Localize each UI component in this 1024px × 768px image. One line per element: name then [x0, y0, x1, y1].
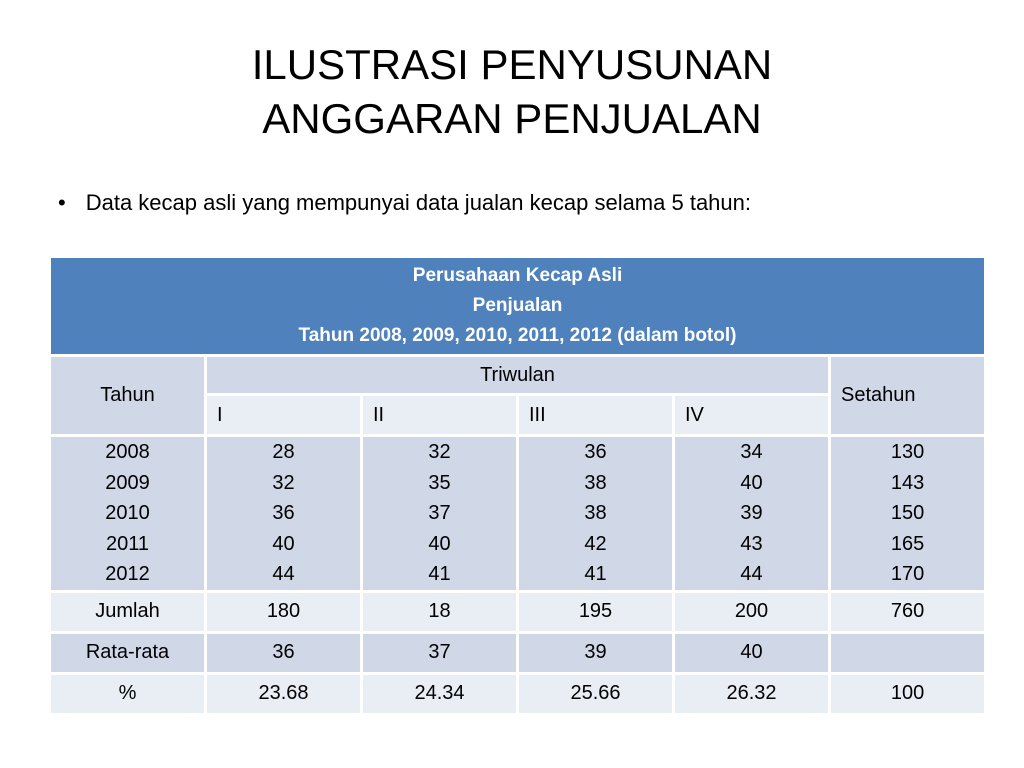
year-value: 2009: [105, 471, 150, 494]
q1-value: 44: [272, 563, 295, 585]
table-cell: [830, 632, 986, 673]
table-cell: 36: [206, 632, 362, 673]
table-cell: 40: [674, 632, 830, 673]
q1-value: 40: [272, 532, 295, 555]
table-row-rata: [50, 632, 986, 673]
table-cell: 200: [674, 591, 830, 632]
col-header-q1: I: [206, 395, 362, 436]
table-cell: 760: [830, 591, 986, 632]
table-row-years: [50, 436, 986, 592]
bullet-text: Data kecap asli yang mempunyai data jualan kecap selama 5 tahun:: [85, 190, 751, 215]
table-row-persen: [50, 673, 986, 714]
setahun-value: 165: [890, 532, 925, 555]
row-label-persen: %: [50, 673, 206, 714]
table-cell: 23.68: [206, 673, 362, 714]
slide-title-line-1: ILUSTRASI PENYUSUNAN: [251, 41, 773, 88]
q3-value: 42: [584, 532, 607, 555]
year-value: 2012: [105, 563, 150, 585]
q4-value: 39: [740, 502, 763, 524]
table-title-line-3: Tahun 2008, 2009, 2010, 2011, 2012 (dalam botol): [298, 325, 737, 346]
table-cell: 26.32: [674, 673, 830, 714]
q2-value: 40: [428, 532, 451, 555]
row-label-jumlah: Jumlah: [50, 591, 206, 632]
col-header-triwulan: Triwulan: [206, 356, 830, 395]
slide-title-line-2: ANGGARAN PENJUALAN: [262, 95, 762, 142]
bullet-item: [58, 188, 751, 218]
q3-value: 38: [584, 471, 607, 494]
col-header-q4: IV: [674, 395, 830, 436]
q3-value: 36: [584, 441, 607, 463]
table-title-line-1: Perusahaan Kecap Asli: [412, 265, 623, 286]
setahun-value: 130: [890, 441, 925, 463]
q4-value: 43: [740, 532, 763, 555]
table-cell: 18: [362, 591, 518, 632]
q4-value: 40: [740, 471, 763, 494]
col-header-q3: III: [518, 395, 674, 436]
q4-value: 44: [740, 563, 763, 585]
table-title-cell: [50, 257, 986, 356]
table-row-jumlah: [50, 591, 986, 632]
row-label-rata: Rata-rata: [50, 632, 206, 673]
table-cell: 25.66: [518, 673, 674, 714]
q1-value: 36: [272, 502, 295, 524]
col-header-tahun: Tahun: [50, 356, 206, 436]
sales-table: [48, 255, 987, 716]
table-cell: 39: [518, 632, 674, 673]
year-value: 2010: [105, 502, 150, 524]
q2-value: 41: [428, 563, 451, 585]
q4-value: 34: [740, 441, 763, 463]
table-cell: 37: [362, 632, 518, 673]
years-cell: [50, 436, 206, 592]
table-cell: 100: [830, 673, 986, 714]
q2-value: 32: [428, 441, 451, 463]
q1-value: 28: [272, 441, 295, 463]
setahun-value: 170: [890, 563, 925, 585]
setahun-value: 143: [890, 471, 925, 494]
q2-value: 35: [428, 471, 451, 494]
bullet-dot-icon: •: [58, 190, 66, 215]
table-cell: 24.34: [362, 673, 518, 714]
setahun-cell: [830, 436, 986, 592]
table-cell: 195: [518, 591, 674, 632]
q1-cell: [206, 436, 362, 592]
table-title-line-2: Penjualan: [472, 295, 563, 316]
table-title-row: [50, 257, 986, 356]
col-header-q2: II: [362, 395, 518, 436]
q3-cell: [518, 436, 674, 592]
q2-value: 37: [428, 502, 451, 524]
col-header-setahun: Setahun: [830, 356, 986, 436]
q4-cell: [674, 436, 830, 592]
year-value: 2011: [105, 532, 149, 555]
setahun-value: 150: [890, 502, 925, 524]
q1-value: 32: [272, 471, 295, 494]
year-value: 2008: [105, 441, 150, 463]
table-cell: 180: [206, 591, 362, 632]
slide-title: [0, 38, 1024, 146]
q3-value: 41: [584, 563, 607, 585]
header-row-1: [50, 356, 986, 395]
q2-cell: [362, 436, 518, 592]
q3-value: 38: [584, 502, 607, 524]
